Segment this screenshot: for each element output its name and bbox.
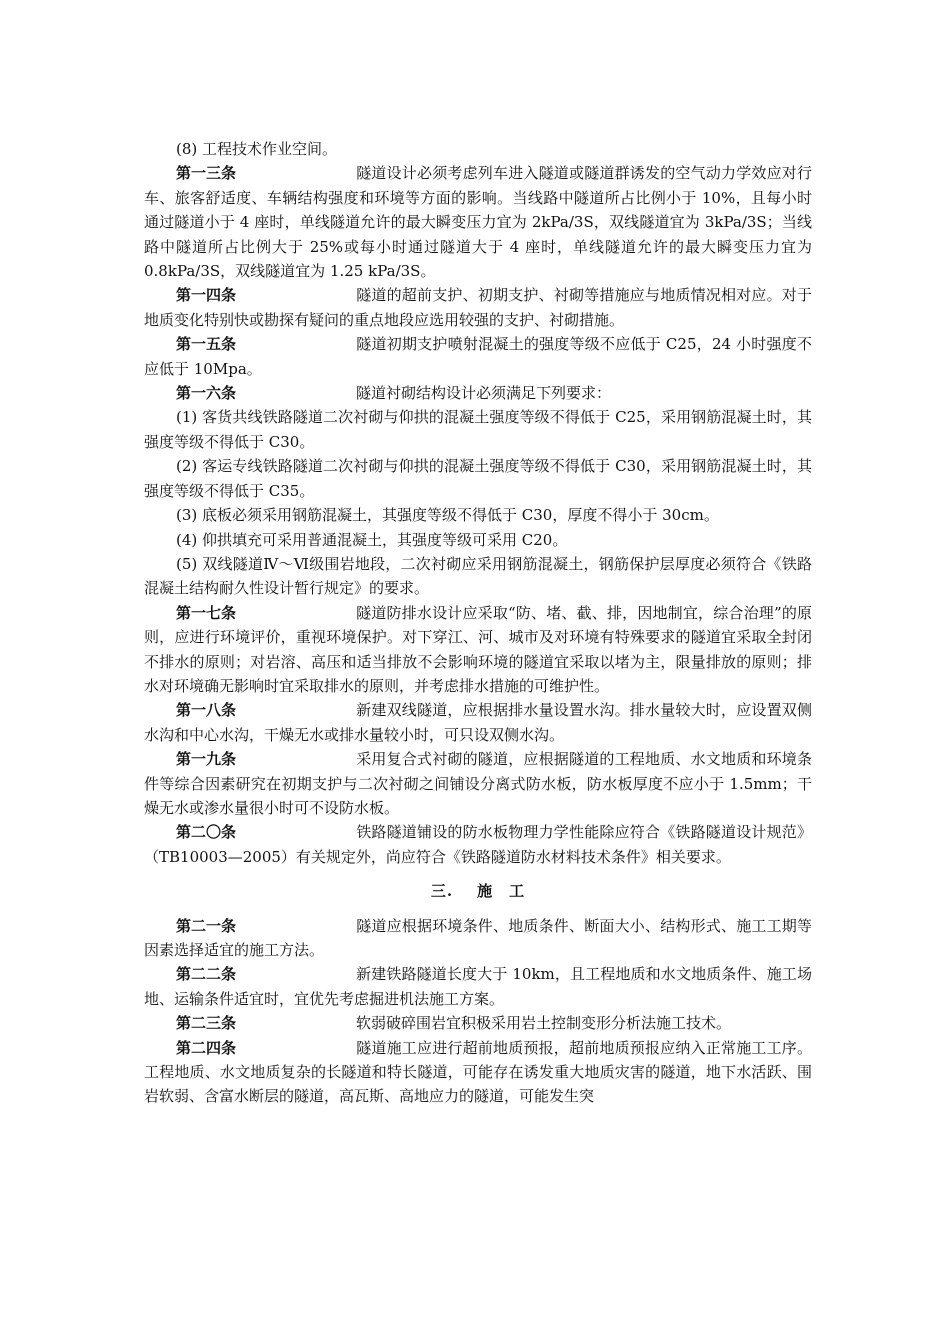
article-text: 隧道应根据环境条件、地质条件、断面大小、结构形式、施工工期等因素选择适宜的施工方法。 [144,916,812,959]
list-item: (3) 底板必须采用钢筋混凝土，其强度等级不得低于 C30，厚度不得小于 30cm。 [176,506,719,525]
article-number: 第一六条 [176,384,237,403]
article-number: 第二三条 [176,1014,237,1033]
article-19 [144,747,812,820]
section-title: 施 工 [477,882,526,901]
article-text: 隧道的超前支护、初期支护、衬砌等措施应与地质情况相对应。对于地质变化特别快或勘探有疑问的重点地段应选用较强的支护、衬砌措施。 [144,286,812,329]
article-text: 新建双线隧道，应根据排水量设置水沟。排水量较大时，应设置双侧水沟和中心水沟，干燥无水或排水量较小时，可只设双侧水沟。 [144,701,812,744]
article-text: 隧道防排水设计应采取“防、堵、截、排，因地制宜，综合治理”的原则，应进行环境评价，重视环境保护。对下穿江、河、城市及对环境有特殊要求的隧道宜采取全封闭不排水的原则；对岩溶、高压和适当排放不会影响环境的隧道宜采取以堵为主，限量排放的原则；排水对环境确无影响时宜采取排水的原则，并考虑排水措施的可维护性。 [144,603,812,695]
article-number: 第二四条 [176,1038,237,1057]
article-text: 软弱破碎围岩宜积极采用岩土控制变形分析法施工技术。 [356,1014,732,1033]
articles-group-a [144,161,817,405]
article-14 [144,283,812,332]
article-text: 隧道衬砌结构设计必须满足下列要求： [356,384,612,403]
article-23 [144,1011,812,1035]
article-13 [144,161,817,283]
article-text: 隧道施工应进行超前地质预报，超前地质预报应纳入正常施工工序。工程地质、水文地质复杂的长隧道和特长隧道，可能存在诱发重大地质灾害的隧道，地下水活跃、围岩软弱、含富水断层的隧道，高瓦斯、高地应力的隧道，可能发生突 [144,1038,812,1106]
article-17 [144,601,812,699]
article-number: 第一八条 [176,701,237,720]
list-item: (5) 双线隧道Ⅳ～Ⅵ级围岩地段，二次衬砌应采用钢筋混凝土，钢筋保护层厚度必须符合《铁路混凝土结构耐久性设计暂行规定》的要求。 [144,554,812,598]
article-15 [144,332,812,381]
list-item: (2) 客运专线铁路隧道二次衬砌与仰拱的混凝土强度等级不得低于 C30，采用钢筋混凝土时，其强度等级不得低于 C35。 [144,457,812,500]
article-24 [144,1036,812,1109]
article-number: 第二二条 [176,965,237,984]
article-21 [144,914,812,963]
article-number: 第二〇条 [176,823,237,842]
list-item: (4) 仰拱填充可采用普通混凝土，其强度等级可采用 C20。 [176,530,568,549]
article-number: 第一七条 [176,603,237,622]
article-number: 第一四条 [176,286,237,305]
article-16 [144,381,812,405]
section-heading [144,879,812,903]
article-number: 第二一条 [176,916,237,935]
articles-group-c [144,914,812,1109]
article-number: 第一五条 [176,335,237,354]
section-number: 三. [430,882,454,901]
article-text: 隧道初期支护喷射混凝土的强度等级不应低于 C25，24 小时强度不应低于 10Mpa。 [144,335,812,378]
articles-group-b [144,601,812,869]
article-16-requirements [144,405,812,600]
article-number: 第一三条 [176,164,237,183]
article-text: 采用复合式衬砌的隧道，应根据隧道的工程地质、水文地质和环境条件等综合因素研究在初期支护与二次衬砌之间铺设分离式防水板，防水板厚度不应小于 1.5mm；干燥无水或渗水量很小时可不设防水板。 [144,750,812,817]
article-text: 新建铁路隧道长度大于 10km，且工程地质和水文地质条件、施工场地、运输条件适宜时，宜优先考虑掘进机法施工方案。 [144,965,812,1008]
article-18 [144,698,812,747]
article-text: 铁路隧道铺设的防水板物理力学性能除应符合《铁路隧道设计规范》（TB10003—2005）有关规定外，尚应符合《铁路隧道防水材料技术条件》相关要求。 [144,823,812,866]
article-20 [144,820,812,869]
article-number: 第一九条 [176,750,237,769]
list-item: (1) 客货共线铁路隧道二次衬砌与仰拱的混凝土强度等级不得低于 C25，采用钢筋混凝土时，其强度等级不得低于 C30。 [144,408,812,451]
article-text: 隧道设计必须考虑列车进入隧道或隧道群诱发的空气动力学效应对行车、旅客舒适度、车辆结构强度和环境等方面的影响。当线路中隧道所占比例小于 10%，且每小时通过隧道小于 4 座时，单线隧道允许的最大瞬变压力宜为 2kPa/3S，双线隧道宜为 3kPa/3S；当线路中隧道所占比例大于 25%或每小时通过隧道大于 4 座时，单线隧道允许的最大瞬变压力宜为 0.8kPa/3S，双线隧道宜为 1.25 kPa/3S。 [144,164,817,281]
list-item: (8) 工程技术作业空间。 [176,140,338,158]
article-22 [144,962,812,1011]
document-body [144,137,817,1109]
